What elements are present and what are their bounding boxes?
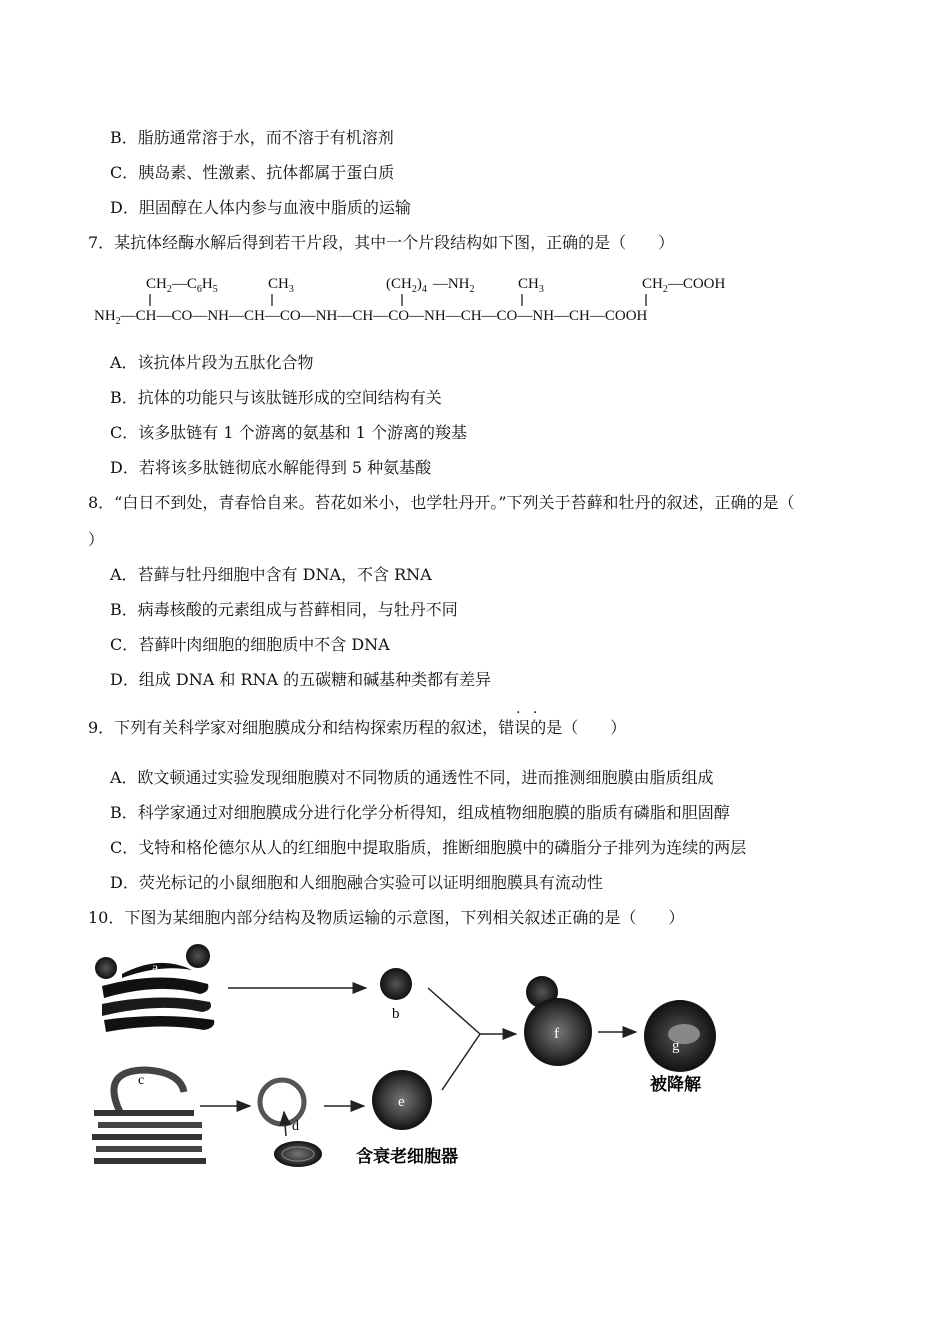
q9-option-b: B．科学家通过对细胞膜成分进行化学分析得知，组成植物细胞膜的脂质有磷脂和胆固醇 — [110, 803, 730, 822]
converge-line-top — [428, 988, 480, 1034]
q7-option-a: A．该抗体片段为五肽化合物 — [110, 353, 314, 372]
q6-option-c: C．胰岛素、性激素、抗体都属于蛋白质 — [110, 163, 395, 182]
side-chain-1: $CH_2—C_6H_5$ — [146, 276, 218, 295]
q7-stem: 7．某抗体经酶水解后得到若干片段，其中一个片段结构如下图，正确的是（ ） — [88, 233, 675, 252]
organelle-d — [260, 1080, 322, 1167]
q7-option-d: D．若将该多肽链彻底水解能得到 5 种氨基酸 — [110, 458, 432, 477]
main-chain: $NH_2—CH—CO—NH—CH—CO—NH—CH—CO—NH—CH—CO—NH—CH—COOH$ — [94, 308, 648, 327]
q9-option-d: D．荧光标记的小鼠细胞和人细胞融合实验可以证明细胞膜具有流动性 — [110, 873, 603, 892]
q9-option-a: A．欧文顿通过实验发现细胞膜对不同物质的通透性不同，进而推测细胞膜由脂质组成 — [110, 768, 714, 787]
label-f: f — [554, 1026, 559, 1042]
q9-stem — [88, 718, 626, 738]
fusion-f — [524, 976, 592, 1066]
label-b: b — [392, 1006, 400, 1022]
q7-option-c: C．该多肽链有 1 个游离的氨基和 1 个游离的羧基 — [110, 423, 467, 442]
side-chain-3: $(CH_2)_4$ $—NH_2$ — [386, 276, 475, 295]
q9-stem-part2: 的是（ ） — [530, 718, 627, 737]
label-a: a — [152, 961, 159, 976]
side-chain-2: $CH_3$ — [268, 276, 294, 295]
q6-option-d: D．胆固醇在人体内参与血液中脂质的运输 — [110, 198, 411, 217]
q9-stem-part1: 9．下列有关科学家对细胞膜成分和结构探索历程的叙述， — [88, 718, 499, 737]
q9-stem-emphasis: 错误 — [498, 718, 531, 737]
peptide-structure-figure — [88, 268, 748, 330]
label-d: d — [292, 1119, 299, 1134]
converge-line-bottom — [442, 1034, 480, 1090]
label-e: e — [398, 1094, 405, 1110]
q8-stem-line2: ） — [88, 530, 105, 549]
label-c: c — [138, 1073, 145, 1088]
q8-option-d: D．组成 DNA 和 RNA 的五碳糖和碱基种类都有差异 — [110, 670, 492, 689]
label-aging-organelles: 含衰老细胞器 — [356, 1147, 458, 1167]
q7-option-b: B．抗体的功能只与该肽链形成的空间结构有关 — [110, 388, 442, 407]
q8-option-b: B．病毒核酸的元素组成与苔藓相同，与牡丹不同 — [110, 600, 458, 619]
side-chain-4: $CH_3$ — [518, 276, 544, 295]
emphasis-dot: · — [533, 705, 538, 721]
autophagosome-e — [356, 1070, 458, 1167]
side-chain-5: $CH_2—COOH$ — [642, 276, 726, 295]
golgi-apparatus — [95, 944, 214, 1032]
emphasis-dot: · — [516, 705, 521, 721]
q8-option-a: A．苔藓与牡丹细胞中含有 DNA，不含 RNA — [110, 565, 432, 584]
lysosome-g — [644, 1000, 716, 1095]
q10-stem: 10．下图为某细胞内部分结构及物质运输的示意图，下列相关叙述正确的是（ ） — [88, 908, 685, 927]
q6-option-b: B．脂肪通常溶于水，而不溶于有机溶剂 — [110, 128, 394, 147]
endoplasmic-reticulum — [92, 1070, 206, 1164]
q8-option-c: C．苔藓叶肉细胞的细胞质中不含 DNA — [110, 635, 390, 654]
q8-stem-line1: 8．“白日不到处，青春恰自来。苔花如米小，也学牡丹开。”下列关于苔藓和牡丹的叙述，正确的是（ — [88, 493, 795, 512]
label-g: g — [672, 1038, 680, 1054]
vesicle-b — [380, 968, 412, 1022]
label-degraded: 被降解 — [650, 1075, 701, 1095]
q9-option-c: C．戈特和格伦德尔从人的红细胞中提取脂质，推断细胞膜中的磷脂分子排列为连续的两层 — [110, 838, 747, 857]
cell-structure-diagram — [80, 940, 740, 1180]
